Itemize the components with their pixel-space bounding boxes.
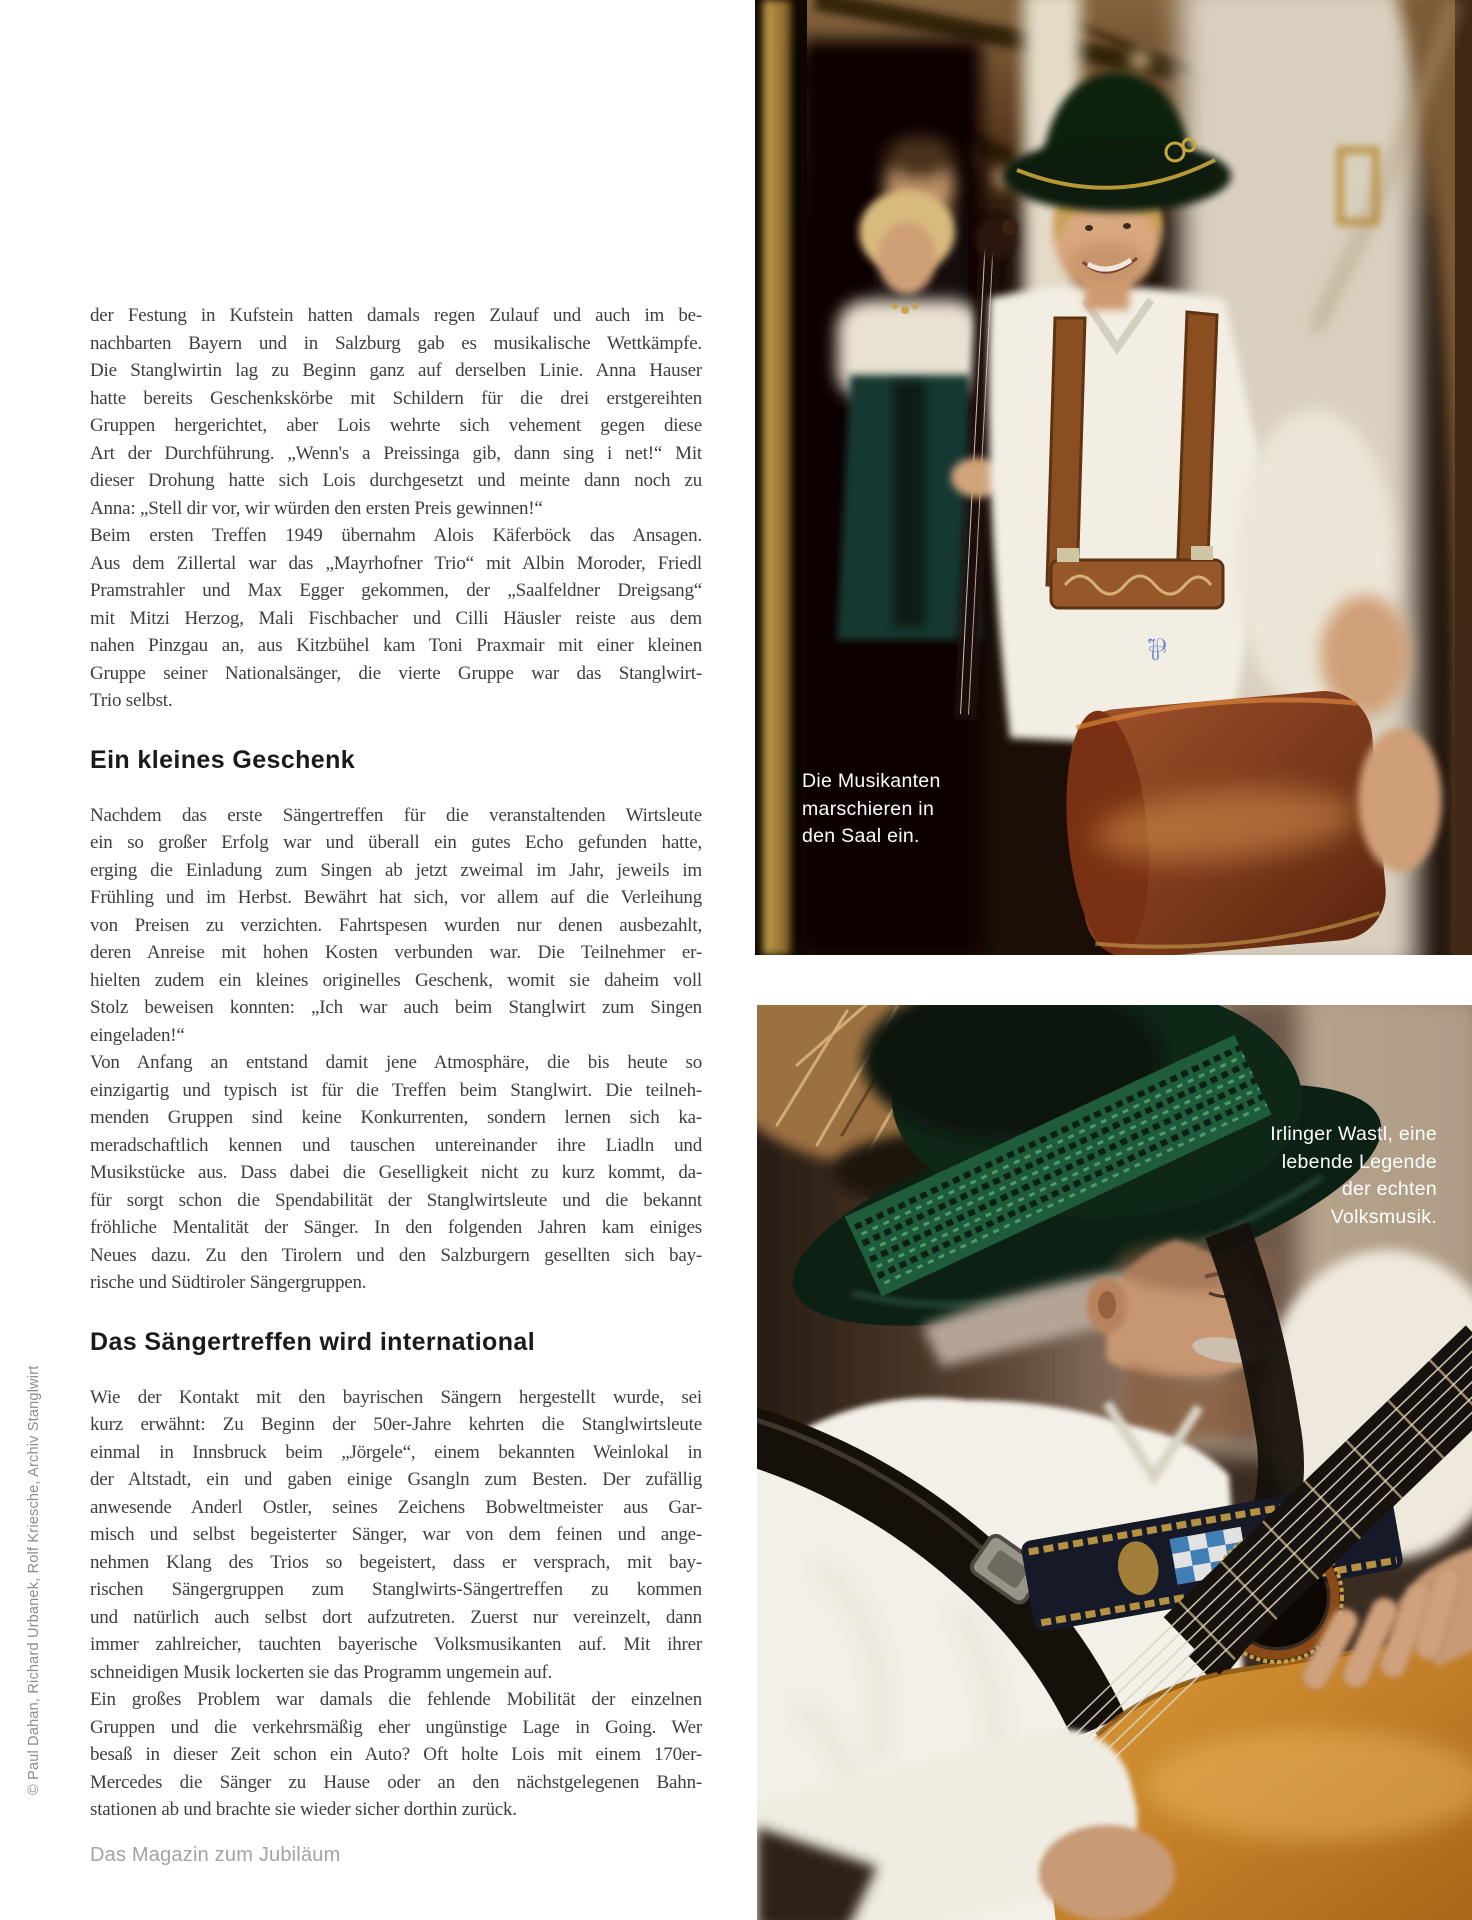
body-text-line: erging die Einladung zum Singen ab jetzt zweimal im Jahr, jeweils im — [90, 859, 702, 881]
paragraph — [90, 1049, 702, 1297]
body-text-line: für sorgt schon die Spendabilität der Stanglwirtsleute und die bekannt — [90, 1189, 702, 1211]
paragraph — [90, 1384, 702, 1687]
body-text-line: Gruppen und die verkehrsmäßig eher ungünstige Lage in Going. Wer — [90, 1716, 702, 1738]
photo-guitar-player — [757, 1005, 1472, 1920]
body-text-line: von Preisen zu verzichten. Fahrtspesen wurden nur denen ausbezahlt, — [90, 914, 702, 936]
body-text-line: rische und Südtiroler Sängergruppen. — [90, 1272, 367, 1293]
body-text-line: deren Anreise mit hohen Kosten verbunden war. Die Teilnehmer er- — [90, 942, 702, 963]
body-text-line: eingeladen!“ — [90, 1024, 185, 1046]
photo-caption-guitarist — [1270, 1121, 1437, 1231]
paragraph — [90, 1686, 702, 1824]
section-heading: Ein kleines Geschenk — [90, 745, 356, 774]
body-text-line: Gruppe seiner Nationalsänger, die vierte Gruppe war das Stanglwirt- — [90, 662, 702, 684]
body-text-line: einzigartig und typisch ist für die Treffen beim Stanglwirt. Die teilneh- — [90, 1079, 702, 1101]
body-text-line: schneidigen Musik lockerten sie das Programm ungemein auf. — [90, 1661, 553, 1683]
body-text-line: rischen Sängergruppen zum Stanglwirts-Sängertreffen zu kommen — [90, 1579, 702, 1600]
body-text-line: Wie der Kontakt mit den bayrischen Sängern hergestellt wurde, sei — [90, 1386, 702, 1408]
body-text-line: immer zahlreicher, tauchten bayerische Volksmusikanten auf. Mit ihrer — [90, 1634, 702, 1655]
section-heading: Das Sängertreffen wird international — [90, 1327, 536, 1356]
photo-musicians-entering — [755, 0, 1472, 955]
body-text-line: Trio selbst. — [90, 690, 173, 711]
shirt-monogram: ⅌ — [1147, 634, 1167, 667]
body-text-line: Von Anfang an entstand damit jene Atmosphäre, die bis heute so — [90, 1052, 702, 1073]
body-text-line: nachbarten Bayern und in Salzburg gab es musikalische Wettkämpfe. — [90, 332, 702, 354]
photo-caption-musicians — [802, 768, 941, 851]
body-text-line: nahen Pinzgau an, aus Kitzbühel kam Toni Praxmair mit einer kleinen — [90, 635, 702, 656]
body-text-line: einmal in Innsbruck beim „Jörgele“, einem bekannten Weinlokal in — [90, 1441, 702, 1463]
body-text-line: besaß in dieser Zeit schon ein Auto? Oft holte Lois mit einem 170er- — [90, 1744, 702, 1765]
body-text-line: misch und selbst begeisterter Sänger, war von dem feinen und ange- — [90, 1524, 702, 1545]
body-text-line: Aus dem Zillertal war das „Mayrhofner Trio“ mit Albin Moroder, Friedl — [90, 552, 702, 574]
body-text-line: Nachdem das erste Sängertreffen für die veranstaltenden Wirtsleute — [90, 804, 702, 826]
body-text-line: Neues dazu. Zu den Tirolern und den Salzburgern gesellten sich bay- — [90, 1244, 702, 1266]
body-text-line: und natürlich auch selbst dort aufzutreten. Zuerst nur vereinzelt, dann — [90, 1606, 702, 1628]
right-hand — [1358, 728, 1442, 872]
paragraph — [90, 802, 702, 1050]
caption-line: marschieren in — [802, 797, 935, 820]
paragraph — [90, 522, 702, 715]
body-text-line: hielten zudem ein kleines originelles Geschenk, womit sie daheim voll — [90, 969, 702, 991]
body-text-line: Frühling und im Herbst. Bewährt hat sich, vor allem auf die Verleihung — [90, 887, 702, 908]
body-text-line: Anna: „Stell dir vor, wir würden den ersten Preis gewinnen!“ — [90, 497, 543, 519]
body-text-line: anwesende Anderl Ostler, seines Zeichens Bobweltmeister aus Gar- — [90, 1496, 702, 1518]
body-text-line: der Altstadt, ein und gaben einige Gsangln zum Besten. Der zufällig — [90, 1469, 702, 1490]
body-text-line: dieser Drohung hatte sich Lois durchgesetzt und meinte dann noch zu — [90, 470, 702, 491]
body-text-line: mit Mitzi Herzog, Mali Fischbacher und Cilli Häusler reiste aus dem — [90, 607, 702, 629]
body-text-line: menden Gruppen sind keine Konkurrenten, sondern lernen sich ka- — [90, 1107, 702, 1128]
body-text-line: fröhliche Mentalität der Sänger. In den folgenden Jahren kam einiges — [90, 1217, 702, 1238]
body-text-line: kurz erwähnt: Zu Beginn der 50er-Jahre kehrten die Stanglwirtsleute — [90, 1414, 702, 1435]
body-text-line: Pramstrahler und Max Egger gekommen, der „Saalfeldner Dreigsang“ — [90, 580, 702, 601]
body-text-line: stationen ab und brachte sie wieder sicher dorthin zurück. — [90, 1799, 517, 1820]
white-shirt — [989, 285, 1260, 748]
caption-line: Irlinger Wastl, eine — [1270, 1123, 1437, 1145]
body-text-line: Musikstücke aus. Dass dabei die Geselligkeit nicht zu kurz kommt, da- — [90, 1162, 702, 1183]
body-text-line: Art der Durchführung. „Wenn's a Preissinga gib, dann sing i net!“ Mit — [90, 442, 702, 464]
body-text-line: Beim ersten Treffen 1949 übernahm Alois Käferböck das Ansagen. — [90, 525, 702, 546]
photo-credit-vertical: © Paul Dahan, Richard Urbanek, Rolf Kriesche, Archiv Stanglwirt — [26, 1365, 42, 1795]
caption-line: der echten — [1341, 1178, 1437, 1200]
page-footer: Das Magazin zum Jubiläum — [90, 1844, 341, 1866]
caption-line: Die Musikanten — [802, 770, 941, 792]
left-hand — [1039, 1825, 1175, 1920]
body-text-line: hatte bereits Geschenkskörbe mit Schildern für die drei erstgereihten — [90, 387, 702, 409]
caption-line: Volksmusik. — [1330, 1205, 1437, 1228]
body-text-line: Ein großes Problem war damals die fehlende Mobilität der einzelnen — [90, 1689, 702, 1710]
body-text-line: Stolz beweisen konnten: „Ich war auch beim Stanglwirt zum Singen — [90, 997, 702, 1018]
body-text-line: nehmen Klang des Trios so begeistert, dass er versprach, mit bay- — [90, 1551, 702, 1573]
paragraph — [90, 302, 702, 522]
body-text-line: der Festung in Kufstein hatten damals regen Zulauf und auch im be- — [90, 305, 702, 326]
body-text-line: ein so großer Erfolg war und überall ein gutes Echo gefunden hatte, — [90, 832, 702, 853]
body-text-line: Mercedes die Sänger zu Hause oder an den nächstgelegenen Bahn- — [90, 1771, 702, 1793]
article-column — [90, 302, 702, 1824]
body-text-line: Gruppen hergerichtet, aber Lois wehrte sich vehement gegen diese — [90, 415, 702, 436]
drum — [1057, 687, 1390, 955]
caption-line: den Saal ein. — [802, 825, 920, 847]
caption-line: lebende Legende — [1281, 1150, 1437, 1173]
body-text-line: Die Stanglwirtin lag zu Beginn ganz auf derselben Linie. Anna Hauser — [90, 360, 702, 381]
body-text-line: meradschaftlich kennen und tauschen untereinander ihre Liadln und — [90, 1134, 702, 1156]
